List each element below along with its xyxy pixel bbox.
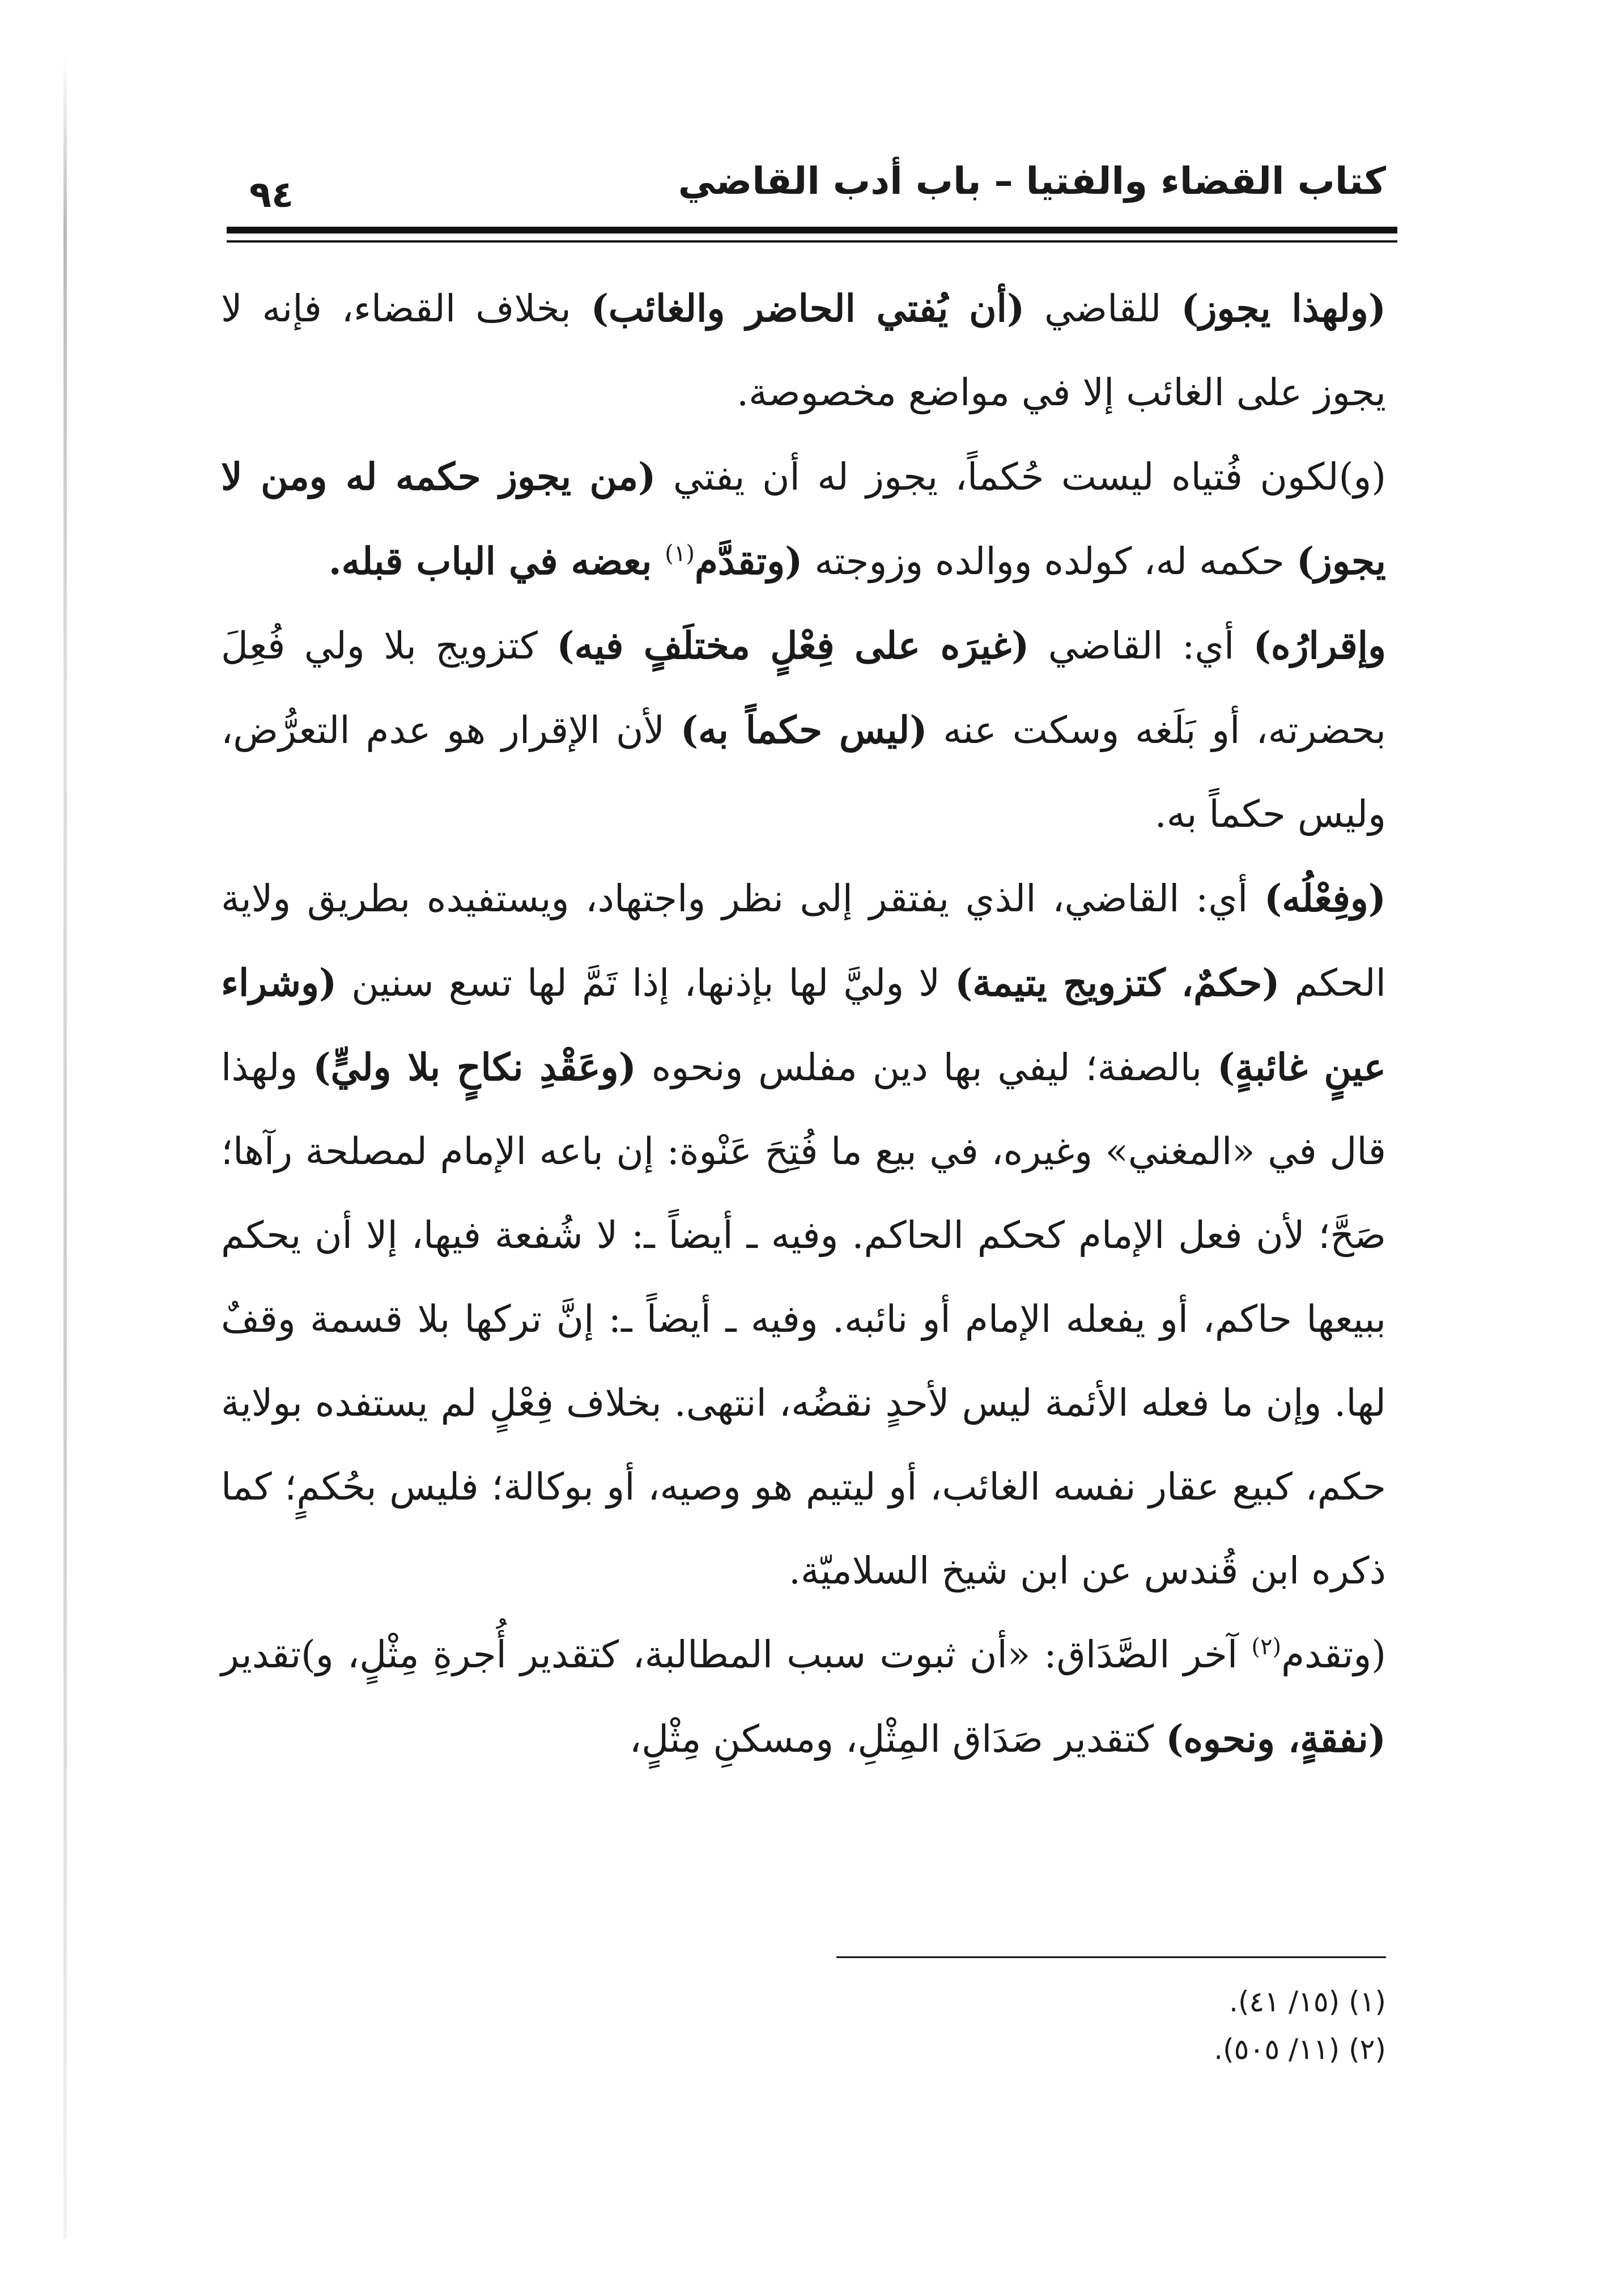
bold-phrase: (وتقدَّم [695,539,803,583]
footnote-2: (٢) (١١/ ٥٠٥). [1214,2033,1386,2066]
bold-phrase: (ولهذا يجوز) [1181,286,1387,330]
footnote-separator [836,1956,1386,1958]
text-run: للقاضي [1024,287,1181,330]
footnote-1: (١) (١٥/ ٤١). [1229,1985,1386,2018]
bold-phrase: (وشراء عينٍ غائبةٍ) [221,961,1386,1089]
page-header [227,153,1397,232]
bold-phrase: (أن يُفتي الحاضر والغائب) [590,286,1025,330]
running-head: كتاب القضاء والفتيا – باب أدب القاضي [678,159,1386,203]
paragraph-3 [221,604,1386,856]
bold-phrase: (ليس حكماً به) [680,708,928,752]
header-rule-thick [227,227,1397,233]
footnote-ref-2[interactable]: (٢) [1251,1634,1282,1660]
text-run: بخلاف القضاء، فإنه لا يجوز على الغائب إلا في مواضع مخصوصة. [221,287,1386,414]
text-run: أي: القاضي، الذي يفتقر إلى نظر واجتهاد، ويستفيده بطريق ولاية الحكم [221,877,1386,1005]
main-text [221,266,1386,1781]
text-run: ولهذا قال في «المغني» وغيره، في بيع ما فُتِحَ عَنْوة: إن باعه الإمام لمصلحة رآها؛ صَحَّ؛ لأن فعل الإمام كحكم الحاكم. وفيه ـ أيضاً ـ: لا شُفعة فيها، إلا أن يحكم ببيعها حاكم، أو يفعله الإمام أو نائبه. وفيه ـ أيضاً ـ: إنَّ تركها بلا قسمة وقفٌ لها. وإن ما فعله الأئمة ليس لأحدٍ نقضُه، انتهى. بخلاف فِعْلٍ لم يستفده بولاية حكم، كبيع عقار نفسه الغائب، أو ليتيم هو وصيه، أو بوكالة؛ فليس بحُكمٍ؛ كما ذكره ابن قُندس عن ابن شيخ السلاميّة. [221,1046,1386,1593]
footnote-ref-1[interactable]: (١) [665,541,695,567]
text-run: لأن الإقرار هو عدم التعرُّض، وليس حكماً به. [221,708,1386,836]
text-run: آخر الصَّدَاق: «أن ثبوت سبب المطالبة، كتقدير أُجرةِ مِثْلٍ، و)تقدير [221,1633,1252,1676]
text-run: لا وليَّ لها بإذنها، إذا تَمَّ لها تسع سنين [337,961,955,1005]
scan-edge-shadow [63,57,67,2239]
footnotes [593,1978,1386,2073]
bold-phrase: (غيرَه على فِعْلٍ مختلَفٍ فيه) [556,623,1030,668]
bold-phrase: (من يجوز حكمه له ومن لا يجوز) [221,455,1386,583]
bold-phrase: (وعَقْدِ نكاحٍ بلا وليٍّ) [313,1045,636,1089]
header-rule-thin [227,240,1397,243]
text-run: (وتقدم [1281,1633,1386,1676]
bold-phrase: بعضه في الباب قبله. [328,539,665,583]
page-number: ٩٤ [249,174,294,216]
text-run: كتقدير صَدَاق المِثْلِ، ومسكنِ مِثْلٍ، [629,1717,1166,1761]
text-run: أي: القاضي [1029,624,1253,668]
text-run: بالصفة؛ ليفي بها دين مفلس ونحوه [636,1046,1218,1089]
text-run: كتزويج بلا ولي فُعِلَ بحضرته، أو بَلَغه وسكت عنه [221,624,1386,752]
paragraph-5 [221,1613,1386,1781]
bold-phrase: (وفِعْلُه) [1264,876,1386,920]
paragraph-1 [221,266,1386,435]
paragraph-2 [221,435,1386,604]
paragraph-4 [221,856,1386,1613]
bold-phrase: (حكمٌ، كتزويج يتيمة) [955,961,1280,1005]
text-run: (و)لكون فُتياه ليست حُكماً، يجوز له أن يفتي [656,455,1386,499]
text-run: حكمه له، كولده ووالده وزوجته [802,540,1296,583]
bold-phrase: (نفقةٍ، ونحوه) [1166,1717,1386,1761]
bold-phrase: وإقرارُه) [1253,623,1386,668]
